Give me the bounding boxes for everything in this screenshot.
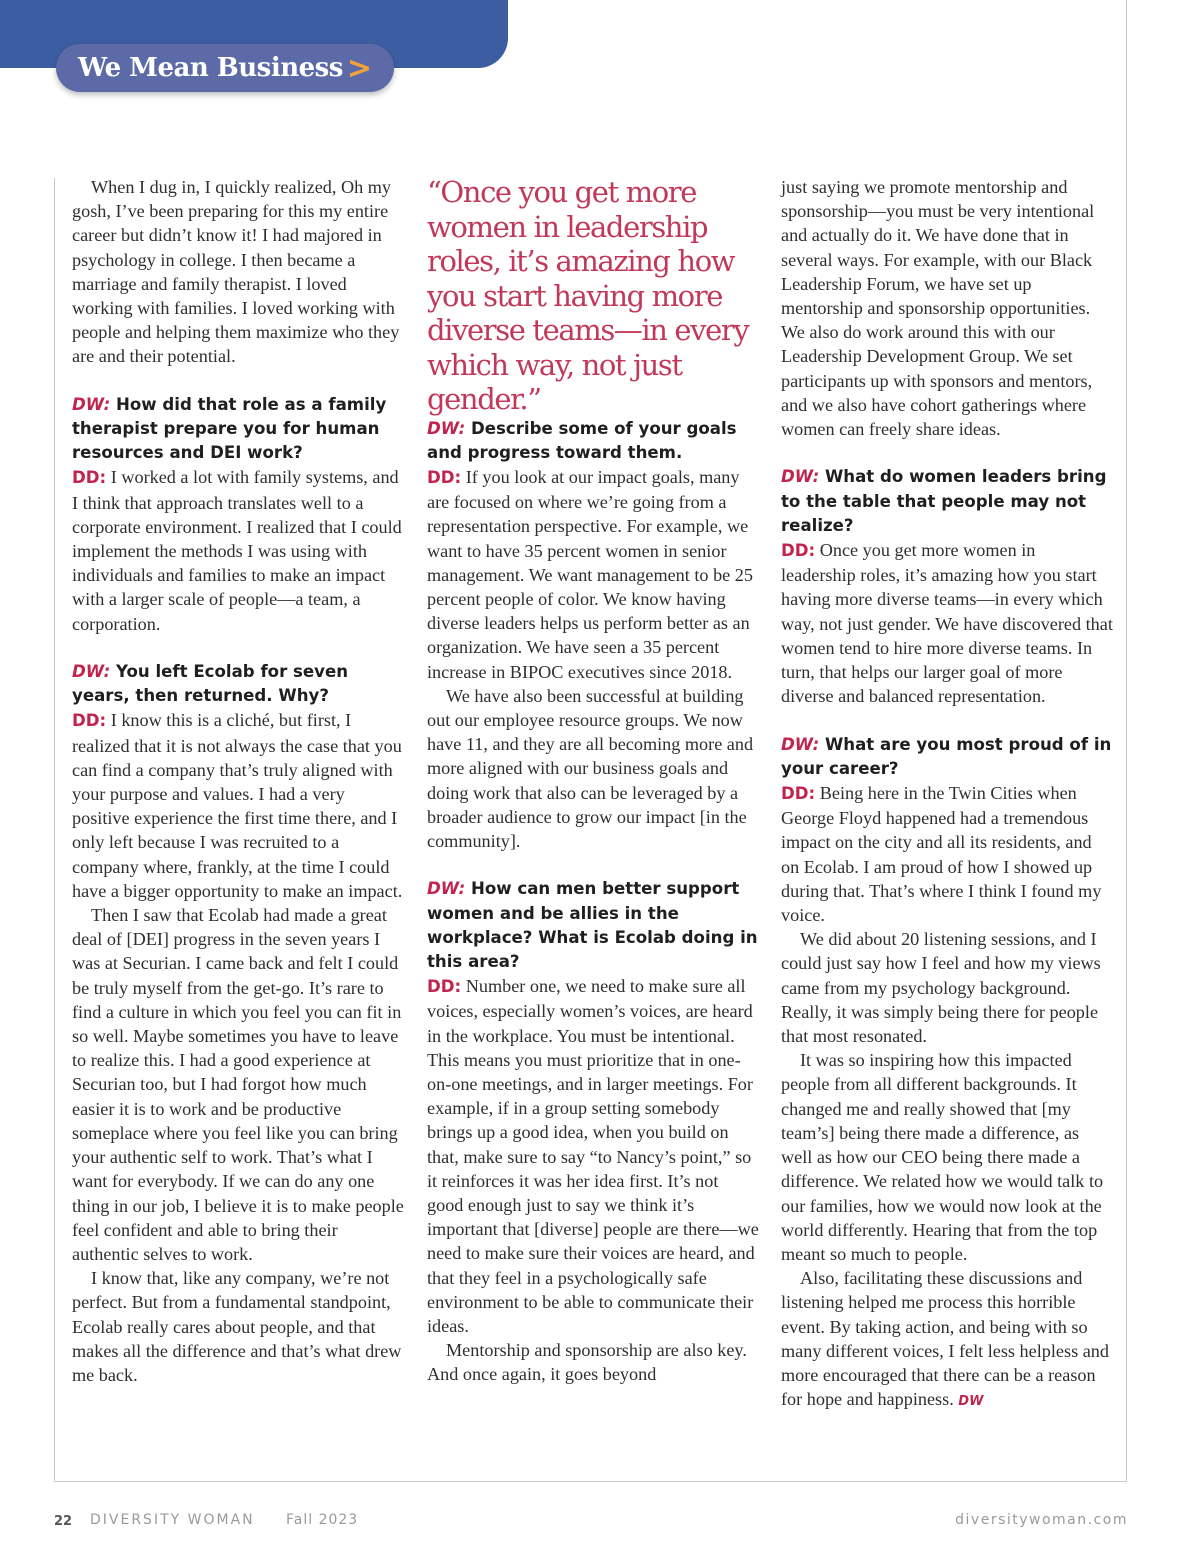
- interview-answer: [781, 781, 1113, 927]
- pull-quote: “Once you get more women in leadership roles, it’s amazing how you start having more diverse teams—in every which way, not just gender.”: [427, 175, 749, 416]
- interviewer-label: DW:: [781, 467, 820, 487]
- paragraph: Mentorship and sponsorship are also key. And once again, it goes beyond: [427, 1340, 747, 1385]
- article-column-1: [72, 175, 404, 1387]
- answer-text: Number one, we need to make sure all voices, especially women’s voices, are heard in the workplace. You must be intentional. This means you must prioritize that in one-on-one meetings, and in larger meetings. For example, if in a group setting somebody brings up a good idea, when you build on that, make sure to say “to Nancy’s point,” so it reinforces it was her idea first. It’s not good enough just to say we think it’s important that [diverse] people are there—we need to make sure their voices are heard, and that they feel in a psychologically safe environment to be able to communicate their ideas.: [427, 976, 759, 1336]
- interview-question: [427, 417, 759, 465]
- interview-question: [72, 393, 404, 466]
- frame-border-bottom: [54, 1481, 1127, 1482]
- question-text: What are you most proud of in your career?: [781, 734, 1112, 778]
- paragraph: just saying we promote mentorship and sponsorship—you must be very intentional and actually do it. We have done that in several ways. For example, with our Black Leadership Forum, we have set up mentorship and sponsorship opportunities. We also do work around this with our Leadership Development Group. We set participants up with sponsors and mentors, and we also have cohort gatherings where women can freely share ideas.: [781, 177, 1095, 440]
- page-number: 22: [54, 1514, 73, 1529]
- paragraph: We have also been successful at building out our employee resource groups. We now have 11, and they are all becoming more and more aligned with our business goals and doing work that also can be leveraged by a broader audience to grow our impact [in the community].: [427, 685, 754, 851]
- section-tag[interactable]: [56, 44, 394, 92]
- answer-text: Once you get more women in leadership roles, it’s amazing how you start having more diverse teams—in every which way, not just gender. We have discovered that women tend to hire more diverse teams. In turn, that helps our larger goal of more diverse and balanced representation.: [781, 540, 1113, 707]
- section-title: We Mean Business: [78, 53, 343, 83]
- frame-border-right: [1126, 0, 1127, 1482]
- interviewer-label: DW:: [72, 394, 111, 414]
- interview-answer: [427, 974, 759, 1338]
- chevron-right-icon: >: [346, 51, 372, 86]
- paragraph: We did about 20 listening sessions, and I could just say how I feel and how my views came from my psychology background. Really, it was simply being there for people that most resonated.: [781, 929, 1101, 1047]
- paragraph: When I dug in, I quickly realized, Oh my gosh, I’ve been preparing for this my entire career but didn’t know it! I had majored in psychology in college. I then became a marriage and family therapist. I loved working with families. I loved working with people and helping them maximize who they are and their potential.: [72, 177, 400, 367]
- paragraph: Then I saw that Ecolab had made a great deal of [DEI] progress in the seven years I was at Securian. I came back and felt I could be truly myself from the get-go. It’s rare to find a culture in which you feel you can fit in so well. Maybe sometimes you have to leave to realize this. I had a good experience at Securian too, but I had forgot how much easier it is to work and be productive someplace where you feel like you can bring your authentic self to work. That’s what I want for everybody. If we can do any one thing in our job, I believe it is to make people feel confident and able to bring their authentic selves to work.: [72, 905, 404, 1264]
- interview-question: [781, 733, 1113, 781]
- frame-border-left: [54, 178, 55, 1482]
- interviewer-label: DW:: [427, 879, 466, 899]
- interviewer-label: DW:: [427, 418, 466, 438]
- interview-question: [72, 660, 404, 708]
- question-text: You left Ecolab for seven years, then returned. Why?: [72, 662, 349, 706]
- interview-answer: [72, 708, 404, 903]
- answer-text: I know this is a cliché, but first, I realized that it is not always the case that you can find a company that’s truly aligned with your purpose and values. I had a very positive experience the first time there, and I only left because I was recruited to a company where, frankly, at the time I could have a bigger opportunity to make an impact.: [72, 710, 403, 901]
- question-text: What do women leaders bring to the table that people may not realize?: [781, 467, 1107, 535]
- interviewee-label: DD:: [427, 977, 462, 997]
- interview-answer: [427, 465, 759, 684]
- end-mark: DW: [958, 1394, 984, 1410]
- question-text: Describe some of your goals and progress toward them.: [427, 418, 737, 462]
- article-column-3: [781, 175, 1113, 1414]
- interview-question: [427, 877, 759, 974]
- paragraph: [781, 1266, 1113, 1414]
- website-link[interactable]: diversitywoman.com: [955, 1512, 1128, 1528]
- interviewee-label: DD:: [72, 711, 107, 731]
- paragraph-text: Also, facilitating these discussions and listening helped me process this horrible event. By taking action, and being with so many different voices, I felt less helpless and more encouraged that there can be a reason for hope and happiness.: [781, 1268, 1109, 1410]
- interviewee-label: DD:: [781, 541, 816, 561]
- magazine-name: DIVERSITY WOMAN: [90, 1512, 255, 1528]
- interviewee-label: DD:: [427, 467, 462, 487]
- question-text: How did that role as a family therapist prepare you for human resources and DEI work?: [72, 394, 387, 463]
- interviewer-label: DW:: [781, 734, 820, 754]
- answer-text: If you look at our impact goals, many are focused on where we’re going from a representation perspective. For example, we want to have 35 percent women in senior management. We want management to be 25 percent people of color. We know having diverse leaders helps us perform better as an organization. We have seen a 35 percent increase in BIPOC executives since 2018.: [427, 466, 753, 682]
- article-column-2: [427, 175, 759, 1387]
- interview-answer: [72, 465, 404, 635]
- interviewee-label: DD:: [72, 468, 107, 488]
- issue-date: Fall 2023: [286, 1512, 359, 1528]
- question-text: How can men better support women and be allies in the workplace? What is Ecolab doing in this area?: [427, 879, 758, 971]
- interview-question: [781, 465, 1113, 538]
- paragraph: I know that, like any company, we’re not perfect. But from a fundamental standpoint, Ecolab really cares about people, and that makes all the difference and that’s what drew me back.: [72, 1268, 402, 1385]
- paragraph: It was so inspiring how this impacted people from all different backgrounds. It changed me and really showed that [my team’s] being there made a difference, as well as how our CEO being there made a difference. We related how we would talk to our families, how we would now look at the world differently. Hearing that from the top meant so much to people.: [781, 1050, 1104, 1264]
- answer-text: I worked a lot with family systems, and I think that approach translates well to a corporate environment. I realized that I could implement the methods I was using with individuals and families to make an impact with a larger scale of people—a team, a corporation.: [72, 467, 402, 634]
- answer-text: Being here in the Twin Cities when George Floyd happened had a tremendous impact on the city and all its residents, and on Ecolab. I am proud of how I showed up during that. That’s where I think I found my voice.: [781, 783, 1102, 926]
- interview-answer: [781, 538, 1113, 708]
- interviewee-label: DD:: [781, 784, 816, 804]
- interviewer-label: DW:: [72, 662, 111, 682]
